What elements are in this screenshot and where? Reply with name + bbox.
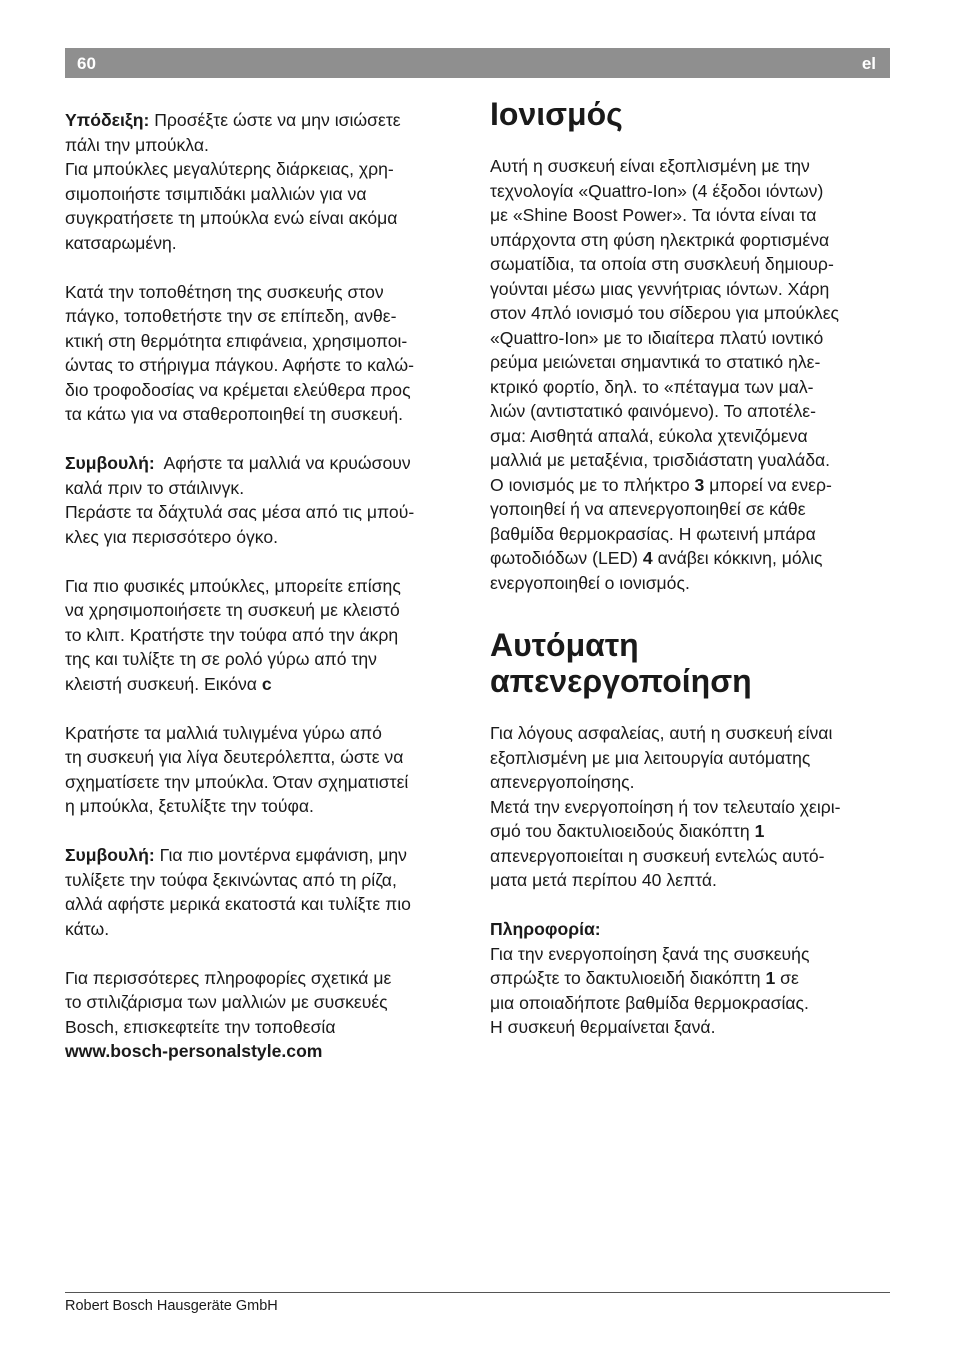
text-line: Bosch, επισκεφτείτε την τοποθεσία xyxy=(65,1016,336,1037)
text-line: καλά πριν το στάιλινγκ. xyxy=(65,477,245,498)
note-label: Υπόδειξη: xyxy=(65,110,150,130)
text-line: Για την ενεργοποίηση ξανά της συσκευής xyxy=(490,943,810,964)
info-label: Πληροφορία: xyxy=(490,919,601,939)
auto-off-heading xyxy=(490,627,895,699)
website-link[interactable]: www.bosch-personalstyle.com xyxy=(65,1041,323,1061)
text-line: Για πιο μοντέρνα εμφάνιση, μην xyxy=(154,845,407,865)
text-line: πάγκο, τοποθετήστε την σε επίπεδη, ανθε- xyxy=(65,306,397,326)
left-column xyxy=(65,108,470,1064)
text-line: κατσαρωμένη. xyxy=(65,232,177,253)
auto-off-paragraph xyxy=(490,721,895,893)
text-line: Αυτή η συσκευή είναι εξοπλισμένη με την xyxy=(490,156,810,176)
text-line: γούνται μέσω μιας γεννήτριας ιόντων. Χάρη xyxy=(490,278,830,299)
note-paragraph xyxy=(65,108,470,255)
text-line: κλες για περισσότερο όγκο. xyxy=(65,526,279,547)
text-line: Η συσκευή θερμαίνεται ξανά. xyxy=(490,1017,716,1037)
ionization-heading: Ιονισμός xyxy=(490,96,623,132)
text-line: σμα: Αισθητά απαλά, εύκολα χτενιζόμενα xyxy=(490,425,808,446)
text-line: σιμοποιήστε τσιμπιδάκι μαλλιών για να xyxy=(65,183,367,204)
text-line: σε xyxy=(775,968,799,988)
text-line: «Quattro-Ion» με το ιδιαίτερα πλατύ ιοντικό xyxy=(490,327,824,348)
text-line: ενεργοποιηθεί ο ιονισμός. xyxy=(490,572,690,593)
text-line: κτική στη θερμότητα επιφάνεια, χρησιμοποι- xyxy=(65,330,408,351)
text-line: το κλιπ. Κρατήστε την τούφα από την άκρη xyxy=(65,624,399,645)
switch-ref: 1 xyxy=(765,968,776,988)
button-ref: 3 xyxy=(694,474,705,495)
text-line: Αφήστε τα μαλλιά να κρυώσουν xyxy=(154,453,411,473)
text-line: συγκρατήσετε τη μπούκλα ενώ είναι ακόμα xyxy=(65,208,398,228)
text-line: εξοπλισμένη με μια λειτουργία αυτόματης xyxy=(490,747,811,768)
text-line: με «Shine Boost Power». Τα ιόντα είναι τα xyxy=(490,205,817,225)
hold-paragraph xyxy=(65,721,470,819)
text-line: Για πιο φυσικές μπούκλες, μπορείτε επίσης xyxy=(65,575,401,596)
text-line: Προσέξτε ώστε να μην ισιώσετε xyxy=(149,110,401,130)
text-line: λιών (αντιστατικό φαινόμενο). Το αποτέλε- xyxy=(490,401,816,421)
right-column xyxy=(490,96,895,1040)
tip-paragraph xyxy=(65,843,470,941)
text-line: Κατά την τοποθέτηση της συσκευής στον xyxy=(65,281,384,302)
text-line: τη συσκευή για λίγα δευτερόλεπτα, ώστε να xyxy=(65,747,404,767)
switch-ref: 1 xyxy=(754,821,765,841)
text-line: γοποιηθεί ή να απενεργοποιηθεί σε κάθε xyxy=(490,499,806,519)
text-line: τα κάτω για να σταθεροποιηθεί τη συσκευή. xyxy=(65,404,404,424)
text-line: κάτω. xyxy=(65,918,110,939)
text-line: ματα μετά περίπου 40 λεπτά. xyxy=(490,870,717,890)
text-line: απενεργοποιείται η συσκευή εντελώς αυτό- xyxy=(490,845,825,866)
text-line: ώντας το στήριγμα πάγκου. Αφήστε το καλώ- xyxy=(65,355,415,375)
language-code: el xyxy=(861,54,876,73)
text-line: να χρησιμοποιήσετε τη συσκευή με κλειστό xyxy=(65,600,400,620)
text-line: Ο ιονισμός με το πλήκτρο xyxy=(490,474,695,495)
text-line: Για λόγους ασφαλείας, αυτή η συσκευή είναι xyxy=(490,723,833,743)
text-line: σωματίδια, τα οποία στη συσκλευή δημιουρ- xyxy=(490,254,834,274)
text-line: η μπούκλα, ξετυλίξτε την τούφα. xyxy=(65,796,314,816)
footer-divider xyxy=(65,1292,890,1293)
placement-paragraph xyxy=(65,280,470,427)
ionization-paragraph xyxy=(490,154,895,595)
text-line: Για μπούκλες μεγαλύτερης διάρκειας, χρη- xyxy=(65,159,394,179)
text-line: διο τροφοδοσίας να κρέμεται ελεύθερα προς xyxy=(65,379,411,400)
page-number: 60 xyxy=(77,54,96,73)
text-line: υπάρχοντα στη φύση ηλεκτρικά φορτισμένα xyxy=(490,229,830,250)
tip-label: Συμβουλή: xyxy=(65,845,155,865)
heading-line: απενεργοποίηση xyxy=(490,663,752,699)
text-line: σπρώξτε το δακτυλιοειδή διακόπτη xyxy=(490,968,766,988)
text-line: σμό του δακτυλιοειδούς διακόπτη xyxy=(490,821,755,841)
more-info-paragraph xyxy=(65,966,470,1064)
text-line: Μετά την ενεργοποίηση ή τον τελευταίο χειρι- xyxy=(490,796,841,817)
text-line: μια οποιαδήποτε βαθμίδα θερμοκρασίας. xyxy=(490,992,809,1013)
text-line: της και τυλίξτε τη σε ρολό γύρω από την xyxy=(65,649,377,669)
text-line: κλειστή συσκευή. Εικόνα xyxy=(65,673,262,694)
heading-line: Αυτόματη xyxy=(490,627,639,663)
text-line: τεχνολογία «Quattro-Ion» (4 έξοδοι ιόντων) xyxy=(490,180,824,201)
text-line: μπορεί να ενερ- xyxy=(704,474,832,495)
text-line: σχηματίσετε την μπούκλα. Όταν σχηματιστεί xyxy=(65,771,409,792)
tip-paragraph xyxy=(65,451,470,549)
text-line: Κρατήστε τα μαλλιά τυλιγμένα γύρω από xyxy=(65,722,382,743)
text-line: πάλι την μπούκλα. xyxy=(65,134,209,155)
text-line: φωτοδιόδων (LED) xyxy=(490,548,643,568)
text-line: απενεργοποίησης. xyxy=(490,772,635,792)
text-line: κτρικό φορτίο, δηλ. το «πέταγμα των μαλ- xyxy=(490,376,814,397)
tip-label: Συμβουλή: xyxy=(65,453,155,473)
text-line: μαλλιά με μεταξένια, τρισδιάστατη γυαλάδα. xyxy=(490,450,831,470)
text-line: Για περισσότερες πληροφορίες σχετικά με xyxy=(65,967,392,988)
led-ref: 4 xyxy=(642,548,653,568)
natural-curls-paragraph xyxy=(65,574,470,697)
page-header-bar xyxy=(65,48,890,78)
text-line: το στιλιζάρισμα των μαλλιών με συσκευές xyxy=(65,992,388,1012)
text-line: στον 4πλό ιονισμό του σίδερου για μπούκλες xyxy=(490,303,840,323)
footer-company: Robert Bosch Hausgeräte GmbH xyxy=(65,1298,278,1314)
text-line: αλλά αφήστε μερικά εκατοστά και τυλίξτε πιο xyxy=(65,894,411,914)
text-line: ρεύμα μειώνεται σημαντικά το στατικό ηλε- xyxy=(490,352,821,372)
figure-ref: c xyxy=(261,673,272,694)
text-line: τυλίξετε την τούφα ξεκινώντας από τη ρίζα, xyxy=(65,869,397,890)
text-line: Περάστε τα δάχτυλά σας μέσα από τις μπού- xyxy=(65,502,415,522)
text-line: βαθμίδα θερμοκρασίας. Η φωτεινή μπάρα xyxy=(490,523,816,544)
info-paragraph xyxy=(490,917,895,1040)
text-line: ανάβει κόκκινη, μόλις xyxy=(652,548,823,568)
